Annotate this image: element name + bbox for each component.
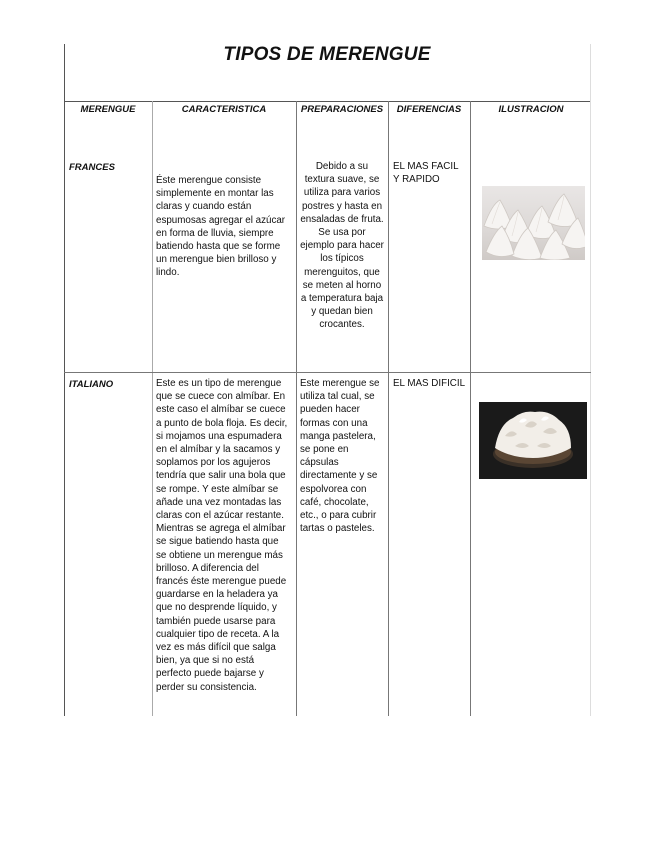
page-title: TIPOS DE MERENGUE bbox=[223, 44, 431, 65]
col-divider-5 bbox=[590, 101, 591, 716]
header-merengue: MERENGUE bbox=[80, 104, 136, 115]
header-diferencias: DIFERENCIAS bbox=[396, 104, 462, 115]
italiano-preparaciones: Este merengue se utiliza tal cual, se pueden hacer formas con una manga pastelera, se pone en cápsulas directamente y se espolvorea con café, chocolate, etc., o para cubrir tartas o pasteles. bbox=[300, 378, 380, 535]
frances-preparaciones: Debido a su textura suave, se utiliza para varios postres y hasta en ensaladas de fruta. Se usa por ejemplo para hacer los típicos merenguitos, que se meten al horno a temperatura baja y quedan bien crocantes. bbox=[300, 161, 384, 331]
col-divider-4 bbox=[470, 101, 471, 716]
header-ilustracion: ILUSTRACION bbox=[498, 104, 564, 115]
col-divider-1 bbox=[152, 101, 153, 716]
italiano-caracteristica: Este es un tipo de merengue que se cuece con almíbar. En este caso el almíbar se cuece a punto de bola floja. Es decir, si mojamos una espumadera en el almíbar y la sacamos y soplamos por los agujeros tendría que salir una bola que se rompe. Y este almíbar se añade una vez montadas las claras con el azúcar restante. Mientras se agrega el almíbar se sigue batiendo hasta que se obtiene un merengue más brilloso. A diferencia del francés éste merengue puede guardarse en la heladera ya que no desprende líquido, y también puede usarse para cualquier tipo de receta. A la vez es más difícil que salga bien, ya que si no está perfecto puede bajarse y perder su consistencia. bbox=[156, 378, 288, 693]
header-caracteristica: CARACTERISTICA bbox=[181, 104, 267, 115]
meringue-kisses-image bbox=[482, 186, 585, 260]
row-divider-frances bbox=[64, 372, 591, 373]
row-label-italiano: ITALIANO bbox=[69, 379, 114, 390]
meringue-pie-icon bbox=[479, 402, 587, 479]
header-preparaciones: PREPARACIONES bbox=[300, 104, 384, 115]
col-divider-2 bbox=[296, 101, 297, 716]
meringue-kisses-icon bbox=[482, 186, 585, 260]
italiano-diferencias: EL MAS DIFICIL bbox=[393, 378, 466, 389]
table-border-left bbox=[64, 44, 65, 716]
meringue-pie-image bbox=[479, 402, 587, 479]
table-border-right bbox=[590, 44, 591, 102]
frances-caracteristica: Éste merengue consiste simplemente en montar las claras y cuando están espumosas agregar el azúcar en forma de lluvia, siempre batiendo hasta que se forme un merengue bien brilloso y lindo. bbox=[156, 175, 286, 279]
frances-diferencias: EL MAS FACIL Y RAPIDO bbox=[393, 161, 459, 186]
row-label-frances: FRANCES bbox=[69, 162, 115, 173]
col-divider-3 bbox=[388, 101, 389, 716]
title-row-border bbox=[64, 101, 591, 102]
